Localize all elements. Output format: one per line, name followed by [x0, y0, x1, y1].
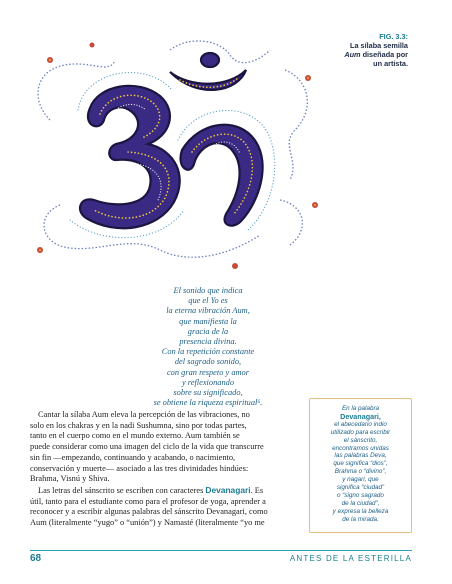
sidebar-line: de la mirada. — [342, 515, 379, 523]
sidebar-highlight: Devanagari, — [340, 411, 381, 421]
sidebar-line: utilizado para escribir — [330, 428, 391, 436]
body-line: útil, tanto para el estudiante como para el profesor de yoga, aprender a — [30, 496, 266, 506]
sidebar-line: o “signo sagrado — [337, 491, 384, 499]
figure-caption — [318, 32, 408, 68]
caption-line-2-rest: diseñada por — [360, 50, 408, 59]
figure-label: FIG. 3.3: — [379, 32, 408, 41]
poem-line: que manifiesta la — [179, 316, 237, 326]
sidebar-line: de la ciudad”, — [341, 499, 380, 507]
poem-block — [108, 286, 308, 408]
caption-line-3: un artista. — [373, 59, 408, 68]
body-line: Brahma, Visnú y Shiva. — [30, 474, 110, 484]
sidebar-line: En la palabra — [341, 405, 380, 412]
body-line: reconocer y a escribir algunas palabras del sánscrito Devanagari, como — [30, 507, 268, 517]
sidebar-line: significa “ciudad” — [336, 484, 385, 492]
body-p2-end: . Es — [250, 485, 264, 495]
sidebar-line: y expresa la belleza — [332, 507, 389, 515]
sidebar-line: y nagari, que — [342, 476, 379, 484]
sidebar-line: el abecedario indio — [334, 420, 387, 428]
sidebar-line: Brahma o “divino”, — [334, 468, 387, 476]
poem-line: con gran respeto y amor — [166, 367, 250, 377]
caption-line-2 — [318, 50, 408, 59]
body-paragraph-2-start — [30, 485, 304, 497]
sidebar-line: que significa “dios”, — [333, 460, 388, 468]
caption-aum-word: Aum — [344, 50, 361, 59]
sidebar-line: el sánscrito, — [343, 436, 378, 444]
devanagari-term: Devanagari — [205, 484, 251, 495]
poem-line: presencia divina. — [179, 337, 237, 347]
poem-line: se obtiene la riqueza espiritual⁶. — [153, 398, 263, 408]
poem-line: la eterna vibración Aum, — [166, 306, 250, 316]
poem-line: que el Yo es — [188, 296, 228, 306]
body-line: Cantar la sílaba Aum eleva la percepción de las vibraciones, no — [38, 410, 250, 419]
aum-symbol-artwork — [20, 30, 325, 280]
caption-line-1: La sílaba semilla — [349, 41, 408, 50]
poem-line: del sagrado sonido, — [174, 357, 242, 367]
body-line: Aum (literalmente “yugo” o “unión”) y Namasté (literalmente “yo me — [30, 518, 265, 528]
poem-line: El sonido que indica — [173, 286, 243, 295]
body-p2-start: Las letras del sánscrito se escriben con caracteres — [38, 485, 206, 495]
footer-divider — [30, 550, 412, 551]
body-line: conservación y muerte— asociado a las tres divinidades hindúes: — [30, 463, 249, 473]
poem-line: sobre su significado, — [173, 388, 243, 398]
poem-line: y reflexionando — [181, 377, 235, 387]
sidebar-line: las palabras Deva, — [334, 452, 387, 460]
sidebar-note — [309, 398, 412, 533]
body-line: solo en los chakras y en la nadi Sushumna, sino por todas partes, — [30, 420, 247, 430]
sidebar-line: encontramos unidas — [332, 444, 389, 452]
body-line: tanto en el cuerpo como en el mundo externo. Aum también se — [30, 431, 240, 441]
running-head: ANTES DE LA ESTERILLA — [289, 554, 412, 563]
body-text — [30, 410, 304, 529]
poem-line: gracia de la — [187, 326, 229, 336]
poem-line: Con la repetición constante — [161, 347, 255, 357]
body-line: sin fin —empezando, continuando y acabando, o nacimiento, — [30, 452, 236, 462]
page-number: 68 — [30, 553, 42, 564]
body-line: puede considerar como una imagen del ciclo de la vida que transcurre — [30, 442, 264, 452]
